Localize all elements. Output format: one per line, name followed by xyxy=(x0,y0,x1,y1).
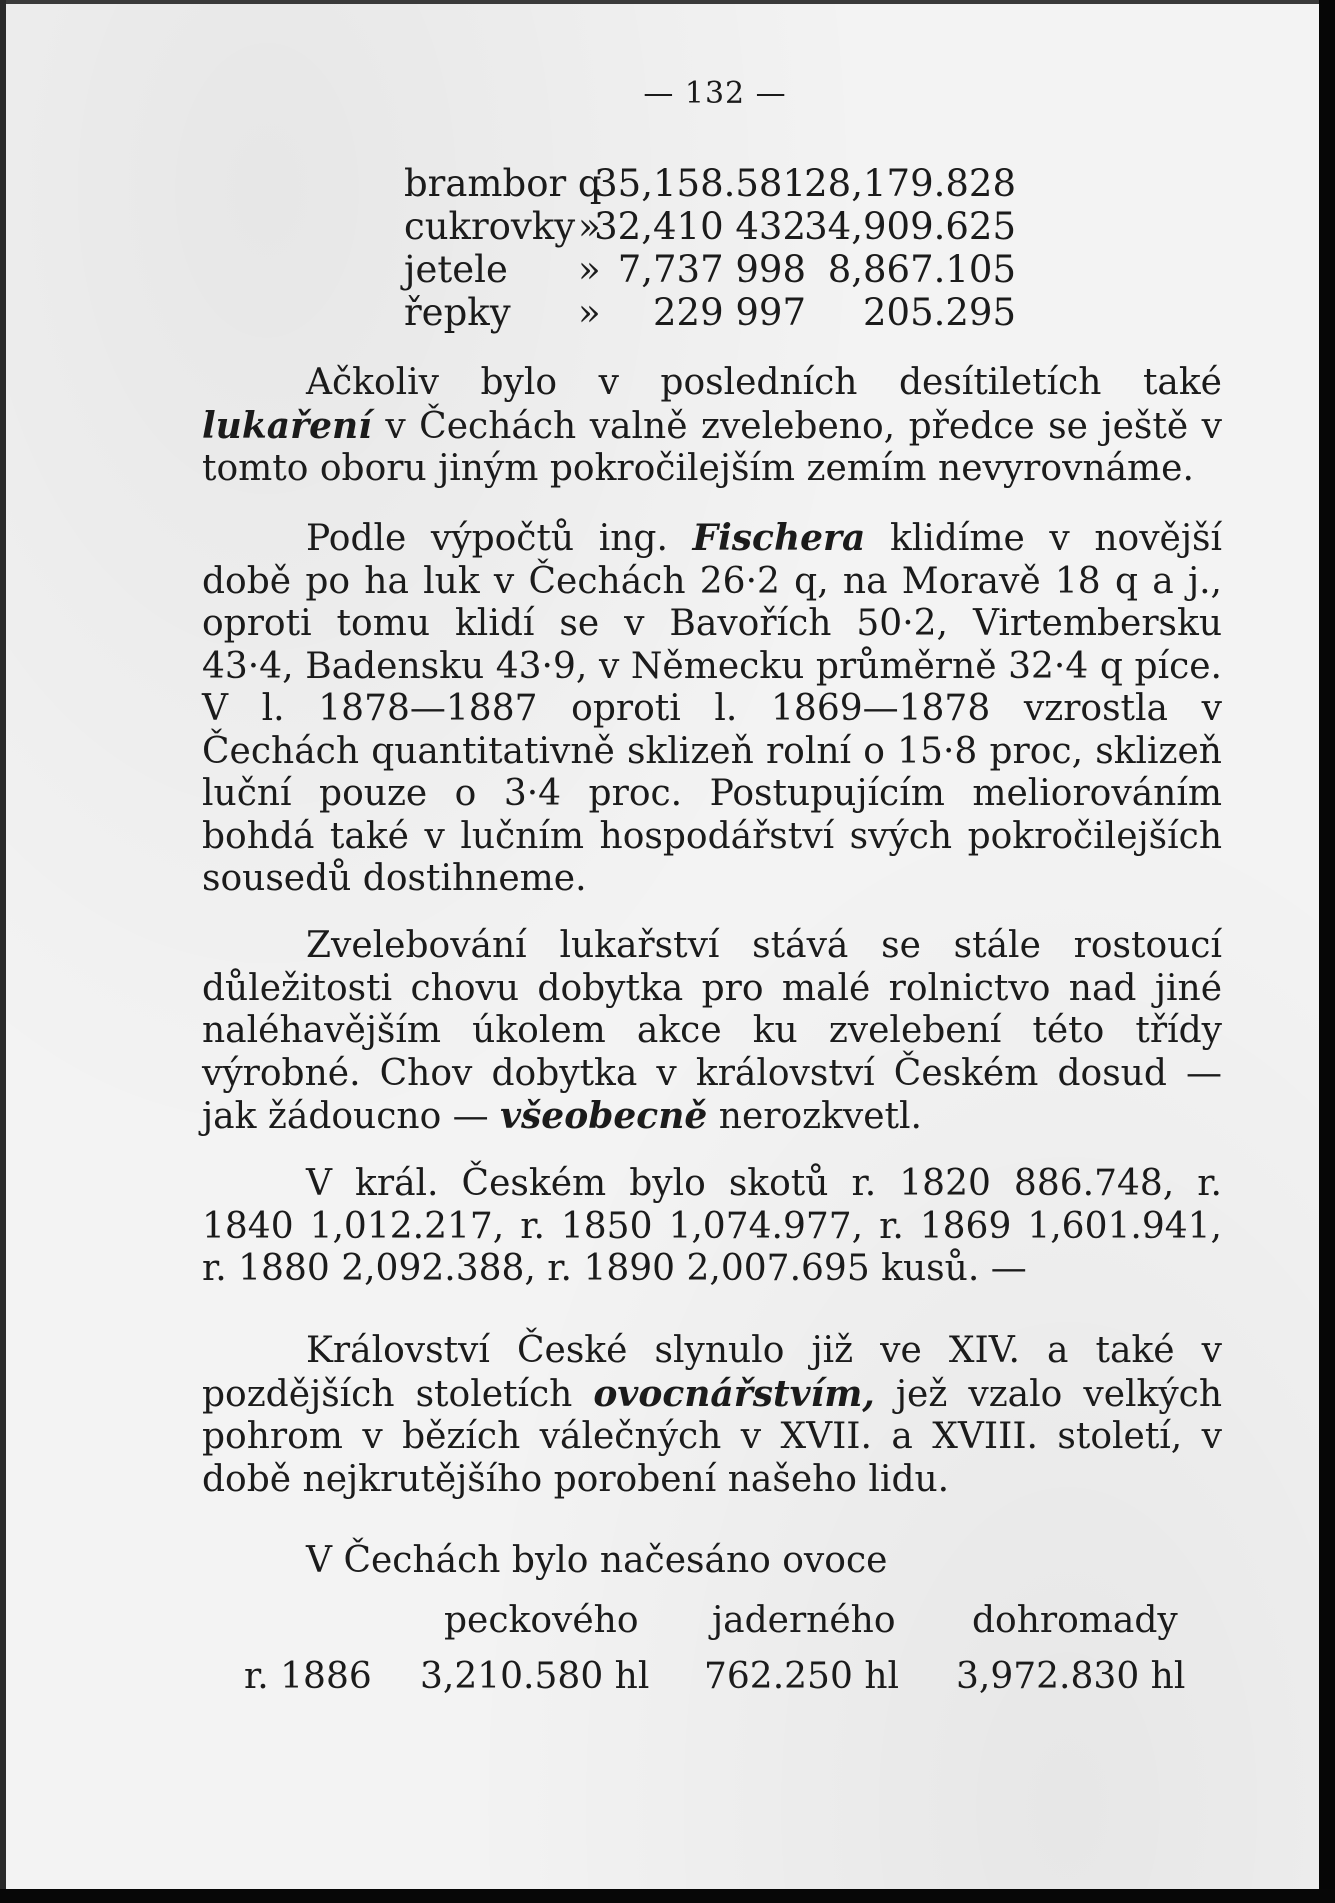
header-jaderneho: jaderného xyxy=(712,1600,896,1641)
emphasis-ovocnarstvim: ovocnářstvím, xyxy=(593,1372,875,1415)
crop-label: cukrovky xyxy=(404,205,576,248)
crop-label: jetele xyxy=(404,248,508,291)
ditto-mark: » xyxy=(578,291,601,334)
ditto-mark: » xyxy=(578,205,601,248)
value-jaderneho: 762.250 hl xyxy=(704,1656,900,1697)
paragraph-lukareni xyxy=(202,362,1222,491)
crop-value-1: 7,737 998 xyxy=(617,248,806,291)
ditto-mark: » xyxy=(578,248,601,291)
crop-value-2: 34,909.625 xyxy=(804,205,1016,248)
scan-border-top xyxy=(0,0,1335,4)
page-number: — 132 — xyxy=(643,76,787,111)
paragraph-fischer xyxy=(202,517,1222,901)
header-dohromady: dohromady xyxy=(972,1600,1178,1641)
paragraph-text: Podle výpočtů ing. xyxy=(306,518,693,559)
paragraph-ovocnarstvi xyxy=(202,1330,1222,1501)
paragraph-text: v Čechách valně zvelebeno, předce se ještě v tomto oboru jiným pokročilejším zemím nevyrovnáme. xyxy=(202,405,1222,489)
crop-label: řepky xyxy=(404,291,511,334)
crop-value-1: 32,410 432 xyxy=(594,205,806,248)
value-peckoveho: 3,210.580 hl xyxy=(420,1656,650,1697)
paragraph-text: nerozkvetl. xyxy=(707,1096,922,1137)
paragraph-text: Zvelebování lukařství stává se stále rostoucí důležitosti chovu dobytka pro malé rolnictvo nad jiné naléhavějším úkolem akce ku zvelebení této třídy výrobné. Chov dobytka v království Českém dosud — jak žádoucno — xyxy=(202,925,1222,1137)
paragraph-text: jež vzalo velkých pohrom v bězích válečných v XVII. a XVIII. století, v době nejkrutějšího porobení našeho lidu. xyxy=(202,1373,1223,1500)
paragraph-chov-dobytka xyxy=(202,925,1222,1139)
scan-border-bottom xyxy=(0,1889,1335,1903)
crop-value-1: 35,158.581 xyxy=(594,162,806,205)
emphasis-vseobecne: všeobecně xyxy=(500,1095,708,1137)
emphasis-fischera: Fischera xyxy=(692,517,866,559)
crop-label: brambor q xyxy=(404,162,602,205)
crop-value-1: 229 997 xyxy=(652,291,806,334)
crop-value-2: 8,867.105 xyxy=(827,248,1016,291)
paragraph-text: Království České slynulo již ve XIV. a také v pozdějších stoletích xyxy=(202,1330,1222,1415)
paragraph-text: klidíme v novější době po ha luk v Čechách 26·2 q, na Moravě 18 q a j., oproti tomu klidí se v Bavořích 50·2, Virtembersku 43·4, Badensku 43·9, v Německu průměrně 32·4 q píce. V l. 1878—1887 oproti l. 1869—1878 vzrostla v Čechách quantitativně sklizeň rolní o 15·8 proc, sklizeň luční pouze o 3·4 proc. Postupujícím meliorováním bohdá také v lučním hospodářství svých pokročilejších sousedů dostihneme. xyxy=(202,518,1222,899)
value-dohromady: 3,972.830 hl xyxy=(956,1656,1186,1697)
paragraph-text: Ačkoliv bylo v posledních desítiletích také xyxy=(306,362,1222,403)
paragraph-skot: V král. Českém bylo skotů r. 1820 886.748, r. 1840 1,012.217, r. 1850 1,074.977, r. 1869 1,601.941, r. 1880 2,092.388, r. 1890 2,007.695 kusů. — xyxy=(202,1163,1222,1289)
crop-value-2: 28,179.828 xyxy=(804,162,1016,205)
header-peckoveho: peckového xyxy=(444,1600,639,1641)
crop-value-2: 205.295 xyxy=(862,291,1016,334)
scan-border-left xyxy=(0,0,6,1903)
emphasis-lukareni: lukaření xyxy=(202,404,372,447)
paragraph-ovoce-intro: V Čechách bylo načesáno ovoce xyxy=(306,1540,888,1581)
scan-border-right xyxy=(1319,0,1335,1903)
row-year: r. 1886 xyxy=(244,1656,372,1697)
